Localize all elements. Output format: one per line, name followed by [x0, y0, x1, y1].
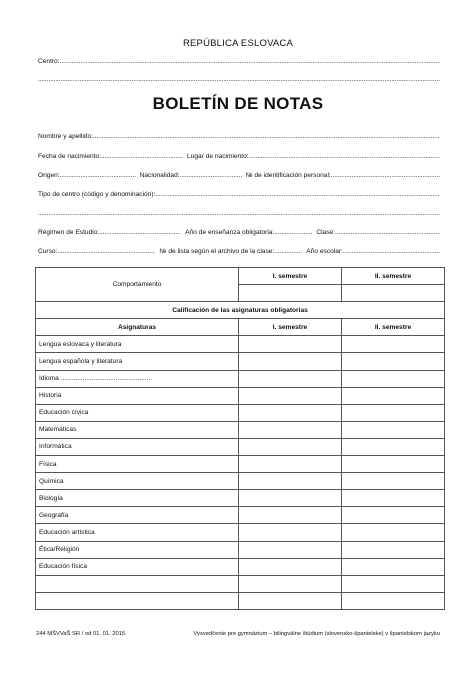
subject-name: Física	[36, 456, 239, 473]
grade-semester-1[interactable]	[239, 387, 342, 404]
field-curso	[38, 243, 440, 255]
subject-name: Idioma ..................................................	[36, 370, 239, 387]
grade-semester-2[interactable]	[342, 353, 445, 370]
label-curso: Curso:	[38, 248, 58, 255]
field-centro	[38, 53, 440, 65]
subject-name: Matemáticas	[36, 421, 239, 438]
table-row	[36, 541, 445, 558]
label-origen: Origen:	[38, 172, 60, 179]
fill-ano-escolar[interactable]	[343, 248, 440, 255]
fill-clase[interactable]	[335, 229, 440, 236]
grade-semester-1[interactable]	[239, 421, 342, 438]
country-heading: REPÚBLICA ESLOVACA	[182, 38, 294, 49]
table-row	[36, 421, 445, 438]
subject-name: Química	[36, 473, 239, 490]
table-row	[36, 353, 445, 370]
grade-semester-1[interactable]	[239, 353, 342, 370]
subject-name: Biología	[36, 490, 239, 507]
fill-curso[interactable]	[57, 248, 155, 255]
grade-semester-2[interactable]	[342, 507, 445, 524]
label-clase: Clase:	[316, 229, 336, 236]
field-regimen	[38, 224, 440, 236]
subject-name: Ética/Religión	[36, 541, 239, 558]
grades-table	[35, 267, 445, 610]
grade-semester-2[interactable]	[342, 336, 445, 353]
label-fecha: Fecha de nacimiento:	[38, 153, 102, 160]
label-nombre: Nombre y apellido:	[38, 133, 93, 140]
fill-nombre[interactable]	[93, 133, 440, 140]
grade-semester-2[interactable]	[342, 541, 445, 558]
grade-semester-2[interactable]	[342, 404, 445, 421]
grade-semester-1[interactable]	[239, 404, 342, 421]
label-identificacion: № de identificación personal:	[245, 172, 331, 179]
behavior-label: Comportamiento	[36, 268, 239, 302]
semester-2-column-header: II. semestre	[342, 319, 445, 336]
subjects-column-header: Asignaturas	[36, 319, 239, 336]
grade-semester-1[interactable]	[239, 370, 342, 387]
fill-tipo-centro[interactable]	[155, 191, 440, 198]
table-row	[36, 592, 445, 609]
grade-semester-1[interactable]	[239, 490, 342, 507]
table-row	[36, 370, 445, 387]
table-row	[36, 575, 445, 592]
grade-semester-1[interactable]	[239, 473, 342, 490]
table-row	[36, 507, 445, 524]
section-title-row	[36, 302, 445, 319]
behavior-grade-semester-2[interactable]	[342, 285, 445, 302]
table-row	[36, 558, 445, 575]
subject-name: Lengua española y literatura	[36, 353, 239, 370]
subject-name: Lengua eslovaca y literatura	[36, 336, 239, 353]
footer-form-description: Vysvedčenie pre gymnázium – bilingválne štúdium (slovensko-španielske) v španielskom jazyku	[193, 631, 440, 637]
grade-semester-2[interactable]	[342, 490, 445, 507]
label-ano-ensenanza: Año de enseñanza obligatoria:	[185, 229, 275, 236]
label-tipo-centro: Tipo de centro (código y denominación):	[38, 191, 156, 198]
subject-name: Informática	[36, 438, 239, 455]
subject-name: Educación artística	[36, 524, 239, 541]
grade-semester-2[interactable]	[342, 421, 445, 438]
grade-semester-1[interactable]	[239, 558, 342, 575]
subject-name	[36, 592, 239, 609]
grade-semester-1[interactable]	[239, 592, 342, 609]
table-row	[36, 404, 445, 421]
grade-semester-1[interactable]	[239, 507, 342, 524]
grade-semester-2[interactable]	[342, 524, 445, 541]
behavior-semester-1-header: I. semestre	[239, 268, 342, 285]
fill-ano-ensenanza[interactable]	[274, 229, 312, 236]
grade-semester-2[interactable]	[342, 575, 445, 592]
fill-tipo-centro-2[interactable]	[38, 210, 440, 217]
grade-semester-1[interactable]	[239, 456, 342, 473]
grade-semester-2[interactable]	[342, 438, 445, 455]
label-lugar: Lugar de nacimiento:	[187, 153, 249, 160]
table-row	[36, 524, 445, 541]
fill-centro-2[interactable]	[38, 76, 440, 83]
fill-nacionalidad[interactable]	[180, 172, 242, 179]
table-row	[36, 490, 445, 507]
subject-name: Historia	[36, 387, 239, 404]
field-centro-continued	[38, 71, 440, 83]
subjects-header-row	[36, 319, 445, 336]
grade-semester-2[interactable]	[342, 473, 445, 490]
table-row	[36, 387, 445, 404]
grade-semester-2[interactable]	[342, 370, 445, 387]
subject-name	[36, 575, 239, 592]
grade-semester-1[interactable]	[239, 438, 342, 455]
section-title: Calificación de las asignaturas obligatorias	[36, 302, 445, 319]
grade-semester-1[interactable]	[239, 336, 342, 353]
behavior-header-row	[36, 268, 445, 285]
field-nombre	[38, 128, 440, 140]
grade-semester-2[interactable]	[342, 592, 445, 609]
table-row	[36, 456, 445, 473]
subject-name: Educación física	[36, 558, 239, 575]
footer-form-code: 244 MŠVVaŠ SR / od 01. 01. 2015	[36, 631, 126, 637]
fill-fecha[interactable]	[101, 153, 183, 160]
grade-semester-1[interactable]	[239, 524, 342, 541]
subject-rows	[36, 336, 445, 610]
table-row	[36, 473, 445, 490]
label-nacionalidad: Nacionalidad:	[139, 172, 180, 179]
subject-name: Geografía	[36, 507, 239, 524]
fill-centro[interactable]	[60, 58, 440, 65]
label-regimen: Régimen de Estudio:	[38, 229, 100, 236]
label-num-lista: № de lista según el archivo de la clase:	[159, 248, 275, 255]
fill-identificacion[interactable]	[331, 172, 440, 179]
field-origen	[38, 167, 440, 179]
field-tipo-centro-continued	[38, 205, 440, 217]
grade-semester-2[interactable]	[342, 558, 445, 575]
document-title: BOLETÍN DE NOTAS	[152, 94, 324, 113]
fill-regimen[interactable]	[99, 229, 181, 236]
label-ano-escolar: Año escolar:	[306, 248, 343, 255]
table-row	[36, 336, 445, 353]
behavior-grade-semester-1[interactable]	[239, 285, 342, 302]
fill-lugar[interactable]	[249, 153, 440, 160]
table-row	[36, 438, 445, 455]
semester-1-column-header: I. semestre	[239, 319, 342, 336]
grade-semester-1[interactable]	[239, 541, 342, 558]
label-centro: Centro:	[38, 58, 60, 65]
fill-origen[interactable]	[60, 172, 136, 179]
grade-semester-1[interactable]	[239, 575, 342, 592]
field-fecha-lugar	[38, 148, 440, 160]
behavior-semester-2-header: II. semestre	[342, 268, 445, 285]
subject-name: Educación cívica	[36, 404, 239, 421]
field-tipo-centro	[38, 186, 440, 198]
grade-semester-2[interactable]	[342, 387, 445, 404]
fill-num-lista[interactable]	[274, 248, 302, 255]
grade-semester-2[interactable]	[342, 456, 445, 473]
